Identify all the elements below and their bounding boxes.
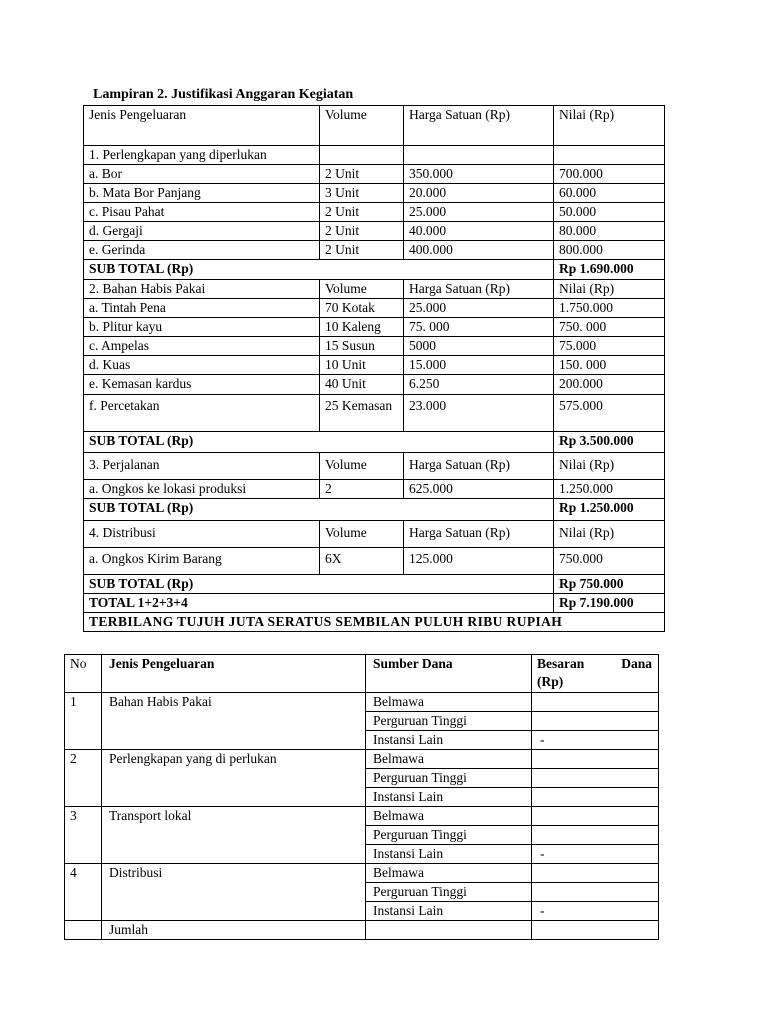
item-value: 800.000 [554, 241, 665, 260]
item-volume: 2 Unit [320, 203, 404, 222]
header-cell: Volume [320, 453, 404, 480]
item-volume: 2 Unit [320, 222, 404, 241]
row-amount [532, 807, 659, 826]
item-price: 40.000 [404, 222, 554, 241]
table-row [84, 165, 665, 184]
item-volume: 10 Kaleng [320, 318, 404, 337]
row-source: Instansi Lain [366, 788, 532, 807]
row-amount [532, 693, 659, 712]
row-jenis: Transport lokal [102, 807, 366, 864]
header-jenis: Jenis Pengeluaran [102, 655, 366, 693]
header-sumber: Sumber Dana [366, 655, 532, 693]
table-row [65, 750, 659, 769]
item-volume: 2 Unit [320, 241, 404, 260]
section-heading-row [84, 280, 665, 299]
table-row [84, 203, 665, 222]
item-value: 150. 000 [554, 356, 665, 375]
row-jenis: Perlengkapan yang di perlukan [102, 750, 366, 807]
row-amount [532, 712, 659, 731]
item-name: e. Kemasan kardus [84, 375, 320, 395]
table-row [65, 693, 659, 712]
table-row [84, 548, 665, 575]
header-cell: Nilai (Rp) [554, 521, 665, 548]
item-name: c. Pisau Pahat [84, 203, 320, 222]
header-rp-word: (Rp) [537, 674, 564, 689]
subtotal-label: SUB TOTAL (Rp) [84, 499, 554, 521]
table-row [65, 864, 659, 883]
table-row [84, 318, 665, 337]
header-cell: Harga Satuan (Rp) [404, 453, 554, 480]
header-no: No [65, 655, 102, 693]
row-source: Instansi Lain [366, 902, 532, 921]
header-cell: Harga Satuan (Rp) [404, 521, 554, 548]
row-amount [532, 769, 659, 788]
table-header-row [65, 655, 659, 693]
subtotal-row [84, 432, 665, 453]
jumlah-row [65, 921, 659, 940]
row-amount [532, 788, 659, 807]
row-source: Perguruan Tinggi [366, 826, 532, 845]
section-heading-row [84, 521, 665, 548]
item-volume: 2 [320, 480, 404, 499]
row-source: Instansi Lain [366, 845, 532, 864]
table-row [84, 356, 665, 375]
item-name: b. Mata Bor Panjang [84, 184, 320, 203]
item-value: 1.750.000 [554, 299, 665, 318]
table-header-row [84, 106, 665, 146]
total-label: TOTAL 1+2+3+4 [84, 594, 554, 613]
jumlah-label: Jumlah [102, 921, 366, 940]
section-heading: 2. Bahan Habis Pakai [84, 280, 320, 299]
row-source: Belmawa [366, 693, 532, 712]
table-row [84, 395, 665, 432]
section-heading-row [84, 453, 665, 480]
item-name: a. Bor [84, 165, 320, 184]
section-heading: 1. Perlengkapan yang diperlukan [84, 146, 320, 165]
row-amount: - [532, 902, 659, 921]
row-source: Perguruan Tinggi [366, 769, 532, 788]
table-row [84, 337, 665, 356]
item-price: 25.000 [404, 299, 554, 318]
item-price: 25.000 [404, 203, 554, 222]
item-volume: 2 Unit [320, 165, 404, 184]
item-value: 750.000 [554, 548, 665, 575]
item-value: 700.000 [554, 165, 665, 184]
item-volume: 10 Unit [320, 356, 404, 375]
item-value: 75.000 [554, 337, 665, 356]
section-heading: 4. Distribusi [84, 521, 320, 548]
row-no: 1 [65, 693, 102, 750]
row-amount: - [532, 845, 659, 864]
row-source: Instansi Lain [366, 731, 532, 750]
item-name: a. Ongkos ke lokasi produksi [84, 480, 320, 499]
item-volume: 3 Unit [320, 184, 404, 203]
total-row [84, 594, 665, 613]
row-source: Belmawa [366, 807, 532, 826]
row-source: Perguruan Tinggi [366, 883, 532, 902]
item-price: 350.000 [404, 165, 554, 184]
table-row [84, 184, 665, 203]
row-no: 3 [65, 807, 102, 864]
header-cell: Jenis Pengeluaran [84, 106, 320, 146]
item-price: 125.000 [404, 548, 554, 575]
item-value: 50.000 [554, 203, 665, 222]
item-name: e. Gerinda [84, 241, 320, 260]
row-amount: - [532, 731, 659, 750]
header-cell: Nilai (Rp) [554, 453, 665, 480]
table-row [84, 222, 665, 241]
item-name: a. Ongkos Kirim Barang [84, 548, 320, 575]
item-value: 60.000 [554, 184, 665, 203]
item-name: c. Ampelas [84, 337, 320, 356]
row-amount [532, 883, 659, 902]
item-name: f. Percetakan [84, 395, 320, 432]
table-row [65, 807, 659, 826]
item-price: 400.000 [404, 241, 554, 260]
subtotal-value: Rp 1.690.000 [554, 260, 665, 280]
item-name: a. Tintah Pena [84, 299, 320, 318]
row-source: Belmawa [366, 864, 532, 883]
section-heading: 3. Perjalanan [84, 453, 320, 480]
item-name: d. Kuas [84, 356, 320, 375]
table-row [84, 480, 665, 499]
item-volume: 40 Unit [320, 375, 404, 395]
row-amount [532, 826, 659, 845]
item-price: 75. 000 [404, 318, 554, 337]
row-amount [532, 864, 659, 883]
header-dana-word: Dana [621, 656, 652, 671]
header-cell: Volume [320, 106, 404, 146]
header-cell: Harga Satuan (Rp) [404, 280, 554, 299]
item-value: 575.000 [554, 395, 665, 432]
row-amount [532, 750, 659, 769]
row-source: Perguruan Tinggi [366, 712, 532, 731]
item-price: 625.000 [404, 480, 554, 499]
section-heading-row [84, 146, 665, 165]
item-price: 23.000 [404, 395, 554, 432]
row-no: 2 [65, 750, 102, 807]
row-source: Belmawa [366, 750, 532, 769]
subtotal-label: SUB TOTAL (Rp) [84, 432, 554, 453]
subtotal-label: SUB TOTAL (Rp) [84, 260, 554, 280]
item-volume: 6X [320, 548, 404, 575]
header-besaran [532, 655, 659, 693]
page-title: Lampiran 2. Justifikasi Anggaran Kegiatan [93, 87, 354, 102]
header-cell: Volume [320, 521, 404, 548]
item-value: 1.250.000 [554, 480, 665, 499]
item-price: 20.000 [404, 184, 554, 203]
item-value: 750. 000 [554, 318, 665, 337]
table-row [84, 375, 665, 395]
terbilang-text: TERBILANG TUJUH JUTA SERATUS SEMBILAN PULUH RIBU RUPIAH [84, 613, 665, 632]
subtotal-label: SUB TOTAL (Rp) [84, 575, 554, 594]
subtotal-value: Rp 750.000 [554, 575, 665, 594]
header-besaran-word: Besaran [537, 656, 585, 671]
item-value: 80.000 [554, 222, 665, 241]
header-cell: Harga Satuan (Rp) [404, 106, 554, 146]
table-row [84, 299, 665, 318]
header-cell: Nilai (Rp) [554, 106, 665, 146]
item-name: b. Plitur kayu [84, 318, 320, 337]
subtotal-row [84, 260, 665, 280]
funding-source-table [64, 654, 659, 940]
header-cell: Nilai (Rp) [554, 280, 665, 299]
item-volume: 70 Kotak [320, 299, 404, 318]
item-volume: 15 Susun [320, 337, 404, 356]
header-cell: Volume [320, 280, 404, 299]
terbilang-row [84, 613, 665, 632]
total-value: Rp 7.190.000 [554, 594, 665, 613]
table-row [84, 241, 665, 260]
row-jenis: Bahan Habis Pakai [102, 693, 366, 750]
subtotal-value: Rp 3.500.000 [554, 432, 665, 453]
subtotal-row [84, 499, 665, 521]
item-price: 5000 [404, 337, 554, 356]
item-name: d. Gergaji [84, 222, 320, 241]
item-price: 15.000 [404, 356, 554, 375]
item-value: 200.000 [554, 375, 665, 395]
subtotal-row [84, 575, 665, 594]
subtotal-value: Rp 1.250.000 [554, 499, 665, 521]
row-no: 4 [65, 864, 102, 921]
item-volume: 25 Kemasan [320, 395, 404, 432]
budget-justification-table [83, 105, 665, 632]
item-price: 6.250 [404, 375, 554, 395]
row-jenis: Distribusi [102, 864, 366, 921]
